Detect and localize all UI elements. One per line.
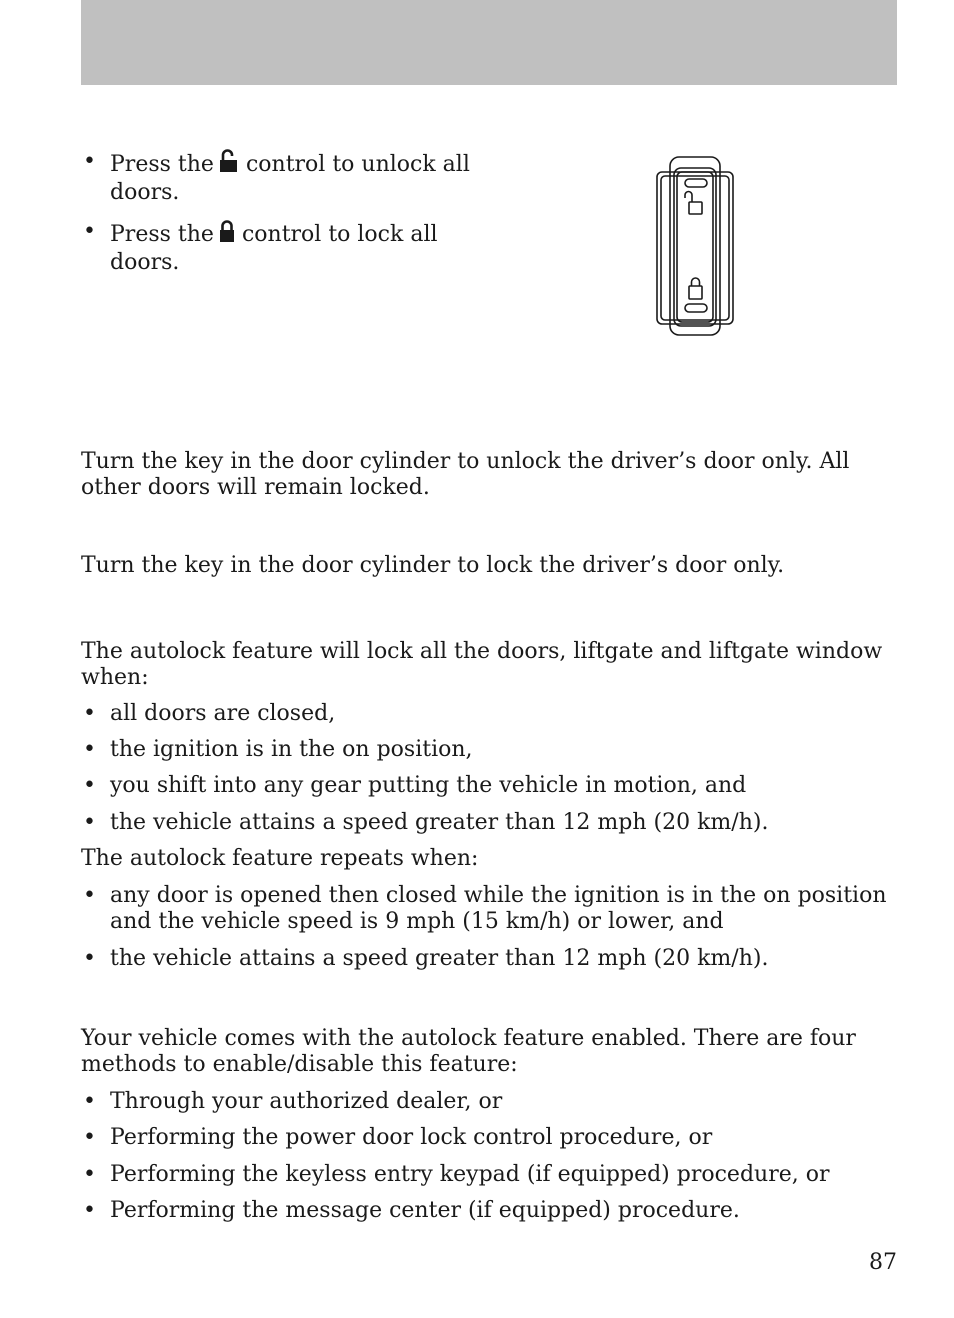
autolock-section: The autolock feature will lock all the doors, liftgate and liftgate window when: • all doors are closed, • the ignition is in the on position, • you shift into any gear putting the vehicle in motion, and • the vehicle attains a speed greater than 12 mph (20 km/h). The autolock feature repeats when: • any door is opened then closed while the ignition is in the on position and the vehicle speed is 9 mph (15 km/h) or lower, and • the vehicle attains a speed greater than 12 mph (20 km/h). [81, 639, 896, 972]
door-lock-switch-diagram [650, 152, 740, 344]
list-item: • Press the control to unlock all doors. [81, 149, 501, 206]
lock-key-paragraph: Turn the key in the door cylinder to lock the driver’s door only. [81, 553, 785, 578]
unlock-key-paragraph: Turn the key in the door cylinder to unlock the driver’s door only. All other doors will remain locked. [81, 449, 850, 500]
list-item: • the vehicle attains a speed greater than 12 mph (20 km/h). [81, 810, 896, 836]
list-item: • Performing the power door lock control procedure, or [81, 1125, 896, 1151]
list-item: • any door is opened then closed while the ignition is in the on position and the vehicle speed is 9 mph (15 km/h) or lower, and [81, 883, 896, 935]
list-item: • Performing the message center (if equipped) procedure. [81, 1198, 896, 1224]
list-item: • the vehicle attains a speed greater than 12 mph (20 km/h). [81, 946, 896, 972]
list-item: • Through your authorized dealer, or [81, 1089, 896, 1115]
page-number: 87 [869, 1250, 897, 1275]
list-item: • the ignition is in the on position, [81, 737, 896, 763]
lock-icon [218, 219, 236, 250]
header-band [81, 0, 897, 85]
list-item: • you shift into any gear putting the vehicle in motion, and [81, 773, 896, 799]
unlock-icon [218, 149, 240, 180]
list-item: • Performing the keyless entry keypad (if equipped) procedure, or [81, 1162, 896, 1188]
lock-control-list [81, 149, 501, 276]
enable-section: Your vehicle comes with the autolock feature enabled. There are four methods to enable/disable this feature: • Through your authorized dealer, or • Performing the power door lock control procedure, or • Performing the keyless entry keypad (if equipped) procedure, or • Performing the message center (if equipped) procedure. [81, 1026, 896, 1224]
list-item: • all doors are closed, [81, 701, 896, 727]
list-item: • Press the control to lock all doors. [81, 219, 501, 276]
